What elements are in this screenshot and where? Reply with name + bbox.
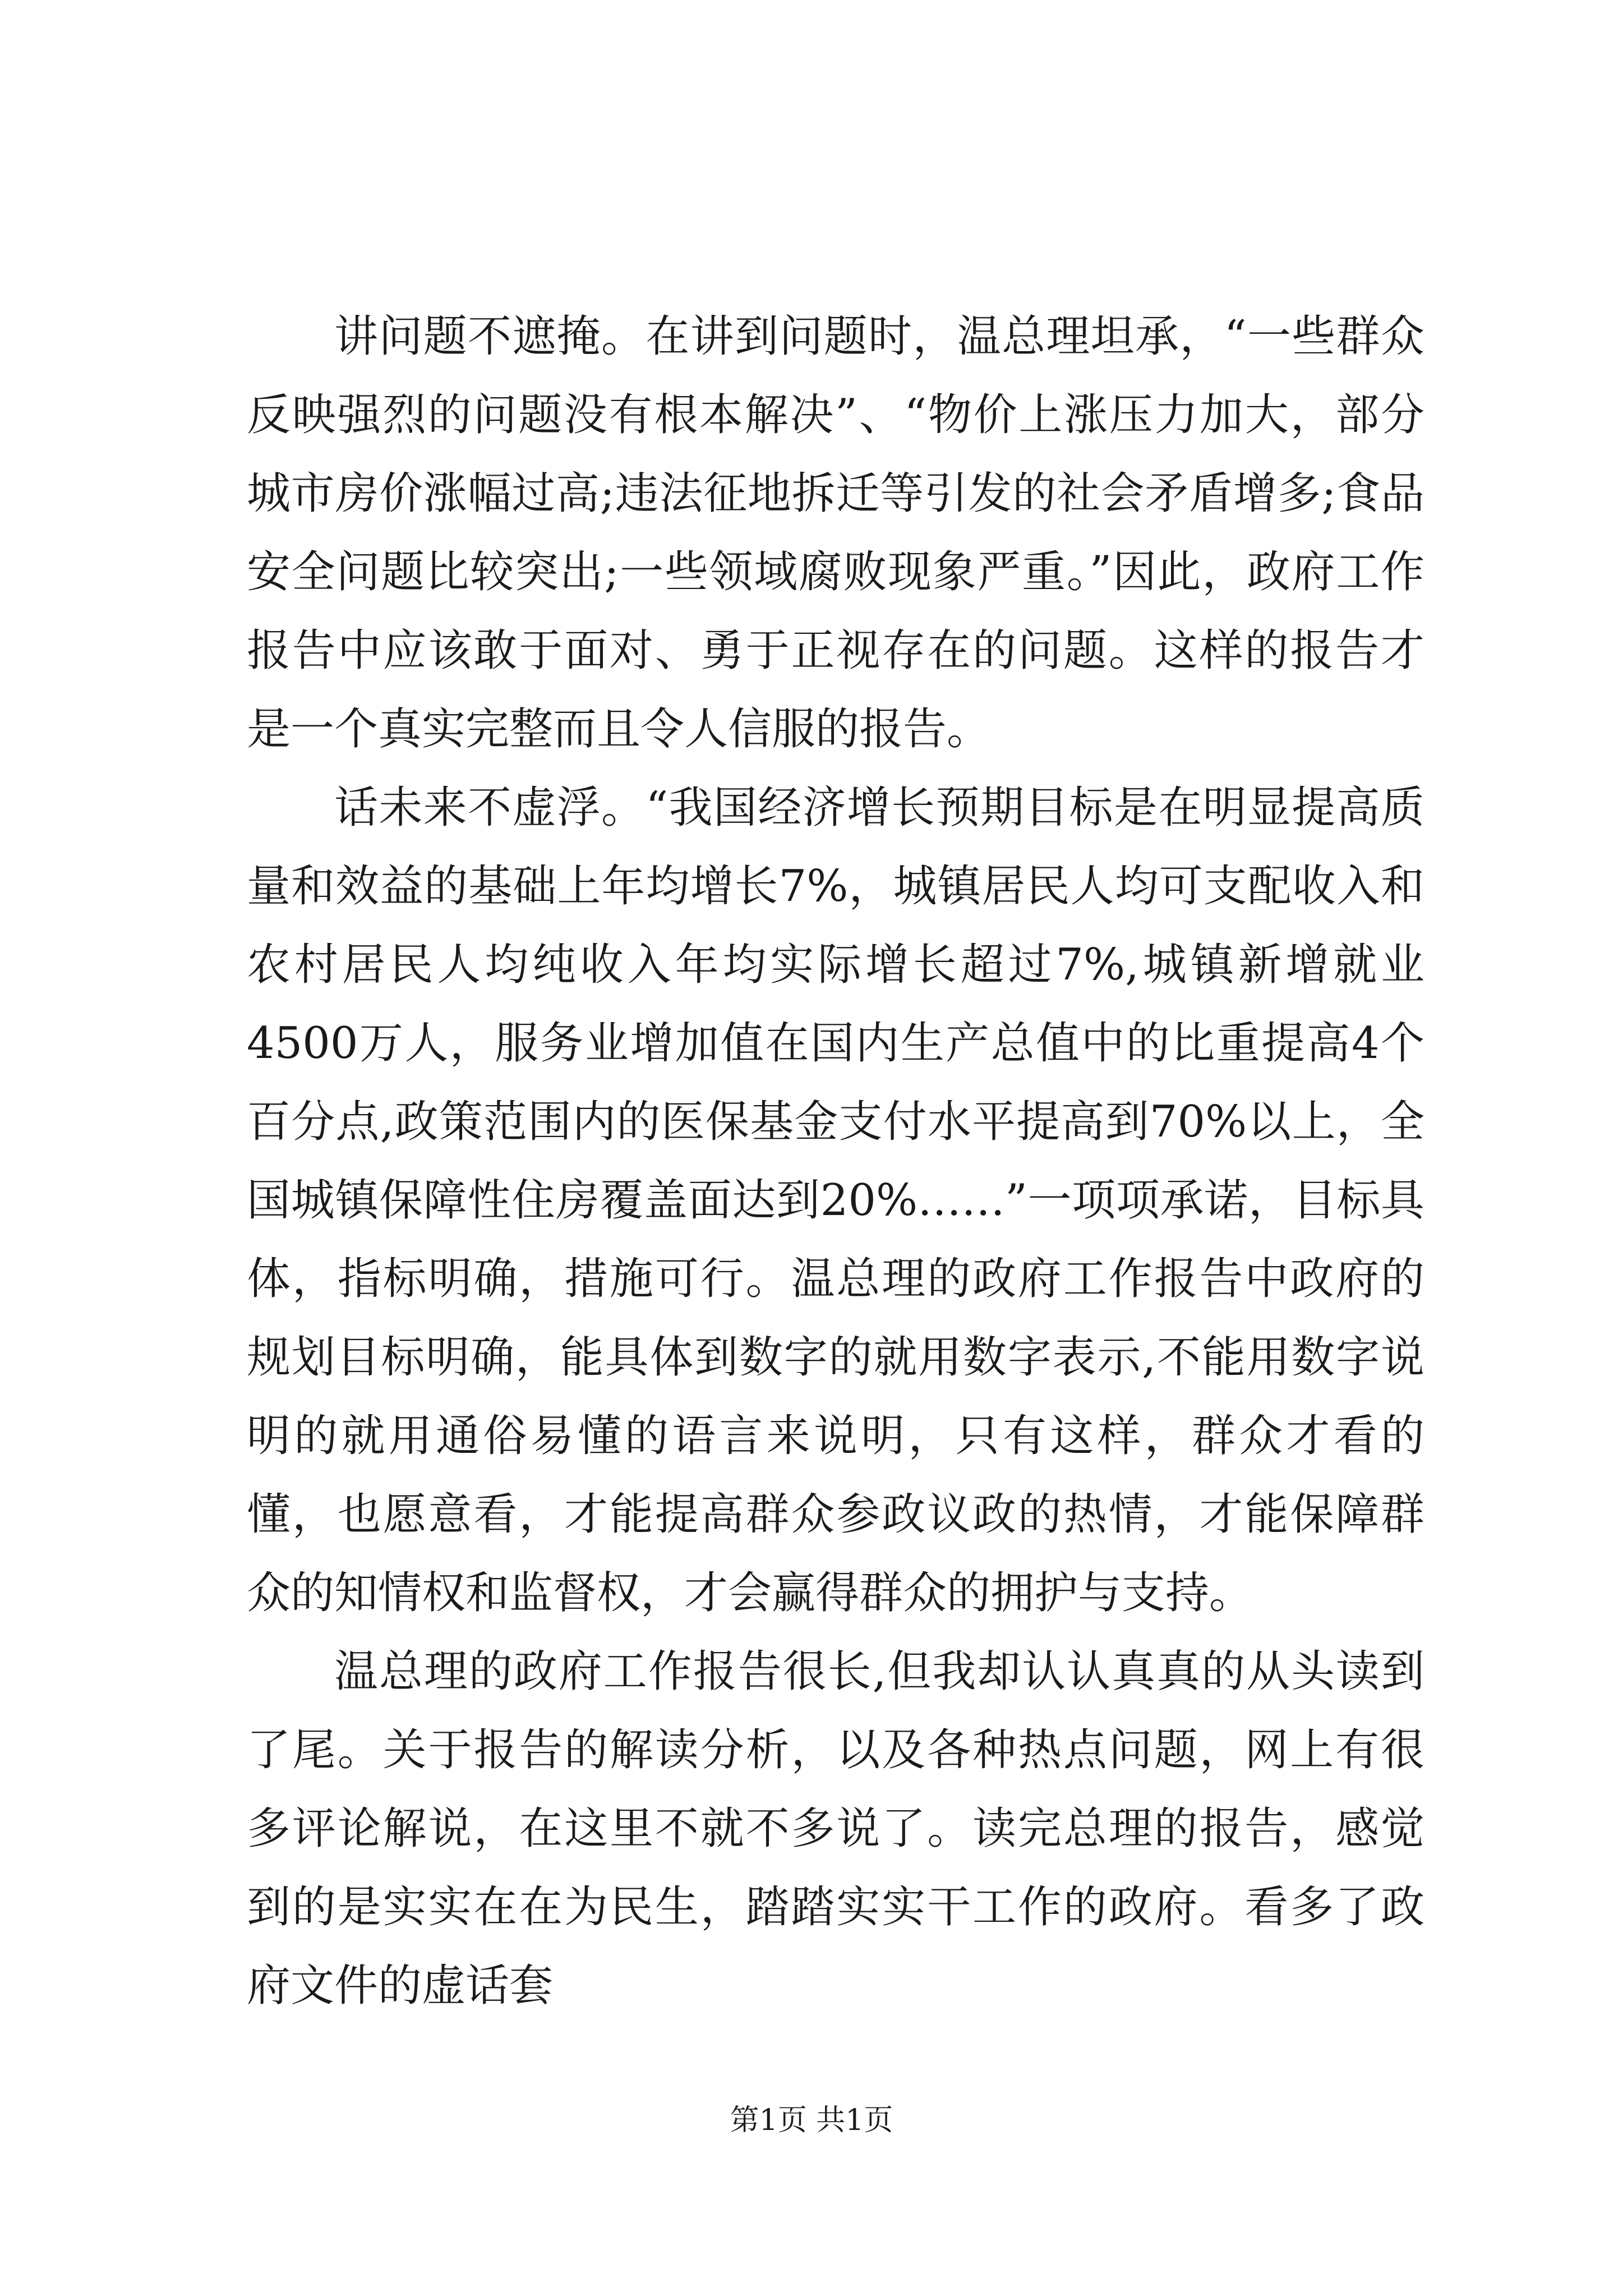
document-body <box>247 297 1424 2025</box>
paragraph-future: 话未来不虚浮。“我国经济增长预期目标是在明显提高质量和效益的基础上年均增长7%，城镇居民人均可支配收入和农村居民人均纯收入年均实际增长超过7%,城镇新增就业4500万人，服务业增加值在国内生产总值中的比重提高4个百分点,政策范围内的医保基金支付水平提高到70%以上，全国城镇保障性住房覆盖面达到20%……”一项项承诺，目标具体，指标明确，措施可行。温总理的政府工作报告中政府的规划目标明确，能具体到数字的就用数字表示,不能用数字说明的就用通俗易懂的语言来说明，只有这样，群众才看的懂，也愿意看，才能提高群众参政议政的热情，才能保障群众的知情权和监督权，才会赢得群众的拥护与支持。 <box>247 783 1424 1618</box>
paragraph-problems: 讲问题不遮掩。在讲到问题时，温总理坦承，“一些群众反映强烈的问题没有根本解决”、“物价上涨压力加大，部分城市房价涨幅过高;违法征地拆迁等引发的社会矛盾增多;食品安全问题比较突出;一些领域腐败现象严重。”因此，政府工作报告中应该敢于面对、勇于正视存在的问题。这样的报告才是一个真实完整而且令人信服的报告。 <box>247 311 1424 754</box>
page-footer: 第1页 共1页 <box>730 2104 893 2137</box>
paragraph-conclusion: 温总理的政府工作报告很长,但我却认认真真的从头读到了尾。关于报告的解读分析，以及各种热点问题，网上有很多评论解说，在这里不就不多说了。读完总理的报告，感觉到的是实实在在为民生，踏踏实实干工作的政府。看多了政府文件的虚话套 <box>247 1646 1424 2011</box>
